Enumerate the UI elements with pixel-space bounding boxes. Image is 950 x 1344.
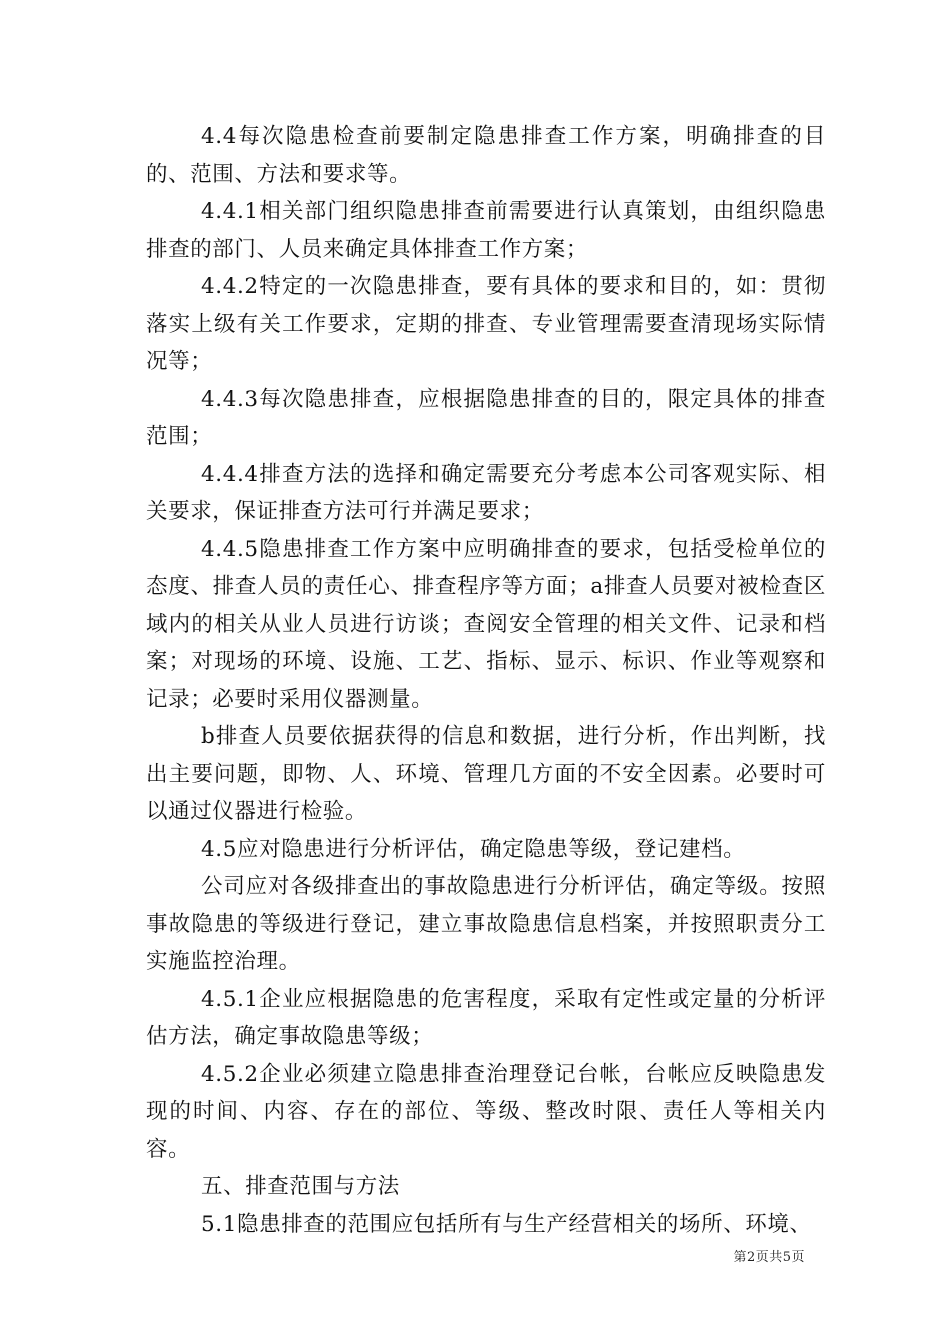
paragraph-4-4-1: 4.4.1相关部门组织隐患排查前需要进行认真策划，由组织隐患排查的部门、人员来确定具体排查工作方案； <box>146 199 826 262</box>
paragraph-4-4-2: 4.4.2特定的一次隐患排查，要有具体的要求和目的，如：贯彻落实上级有关工作要求，定期的排查、专业管理需要查清现场实际情况等； <box>146 274 826 374</box>
paragraph-4-4-3: 4.4.3每次隐患排查，应根据隐患排查的目的，限定具体的排查范围； <box>146 386 826 449</box>
page-number: 第2页共5页 <box>733 1250 805 1265</box>
section-heading-5: 五、排查范围与方法 <box>201 1174 400 1199</box>
paragraph-4-5-1: 4.5.1企业应根据隐患的危害程度，采取有定性或定量的分析评估方法，确定事故隐患等级； <box>146 986 826 1049</box>
document-body <box>146 118 826 1243</box>
paragraph-company-assessment: 公司应对各级排查出的事故隐患进行分析评估，确定等级。按照事故隐患的等级进行登记，建立事故隐患信息档案，并按照职责分工实施监控治理。 <box>146 874 826 974</box>
paragraph-4-4-5: 4.4.5隐患排查工作方案中应明确排查的要求，包括受检单位的态度、排查人员的责任心、排查程序等方面；a排查人员要对被检查区域内的相关从业人员进行访谈；查阅安全管理的相关文件、记录和档案；对现场的环境、设施、工艺、指标、显示、标识、作业等观察和记录；必要时采用仪器测量。 <box>146 536 826 712</box>
paragraph-4-5: 4.5应对隐患进行分析评估，确定隐患等级，登记建档。 <box>201 836 746 862</box>
paragraph-b: b排查人员要依据获得的信息和数据，进行分析，作出判断，找出主要问题，即物、人、环境、管理几方面的不安全因素。必要时可以通过仪器进行检验。 <box>146 724 826 824</box>
paragraph-5-1: 5.1隐患排查的范围应包括所有与生产经营相关的场所、环境、 <box>201 1211 812 1237</box>
paragraph-4-5-2: 4.5.2企业必须建立隐患排查治理登记台帐，台帐应反映隐患发现的时间、内容、存在的部位、等级、整改时限、责任人等相关内容。 <box>146 1061 826 1162</box>
paragraph-4-4: 4.4每次隐患检查前要制定隐患排查工作方案，明确排查的目的、范围、方法和要求等。 <box>146 124 826 187</box>
paragraph-4-4-4: 4.4.4排查方法的选择和确定需要充分考虑本公司客观实际、相关要求，保证排查方法可行并满足要求； <box>146 461 826 524</box>
